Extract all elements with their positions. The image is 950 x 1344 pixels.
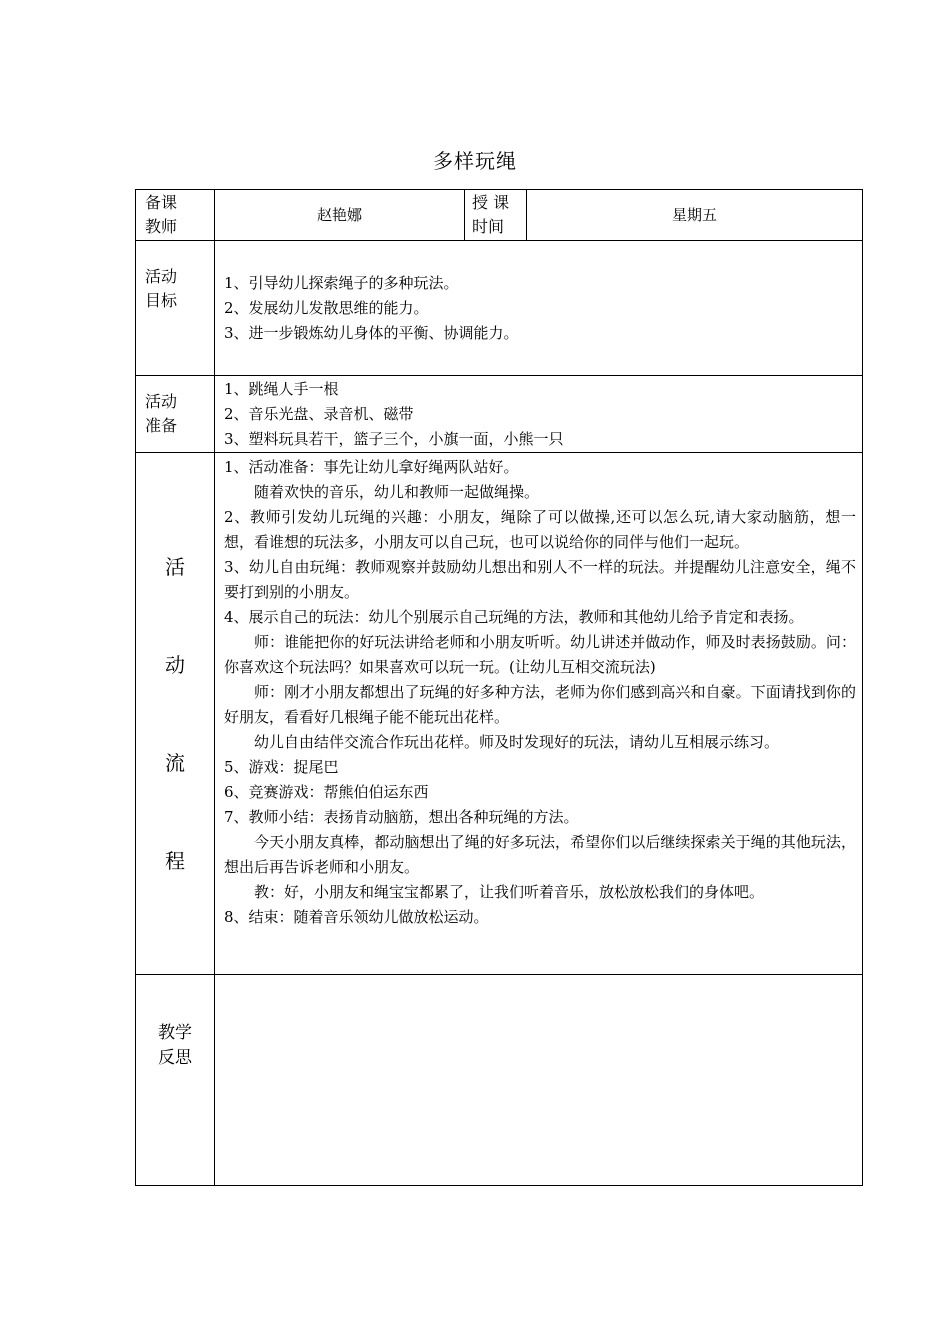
goals-label-cell xyxy=(136,241,215,376)
reflection-row xyxy=(136,975,863,1186)
time-value: 星期五 xyxy=(671,205,717,224)
flow-content-cell xyxy=(215,453,863,975)
flow-paragraph: 2、教师引发幼儿玩绳的兴趣：小朋友，绳除了可以做操,还可以怎么玩,请大家动脑筋，想一想，看谁想的玩法多，小朋友可以自己玩，也可以说给你的同伴与他们一起玩。 xyxy=(224,508,856,551)
goal-item: 2、发展幼儿发散思维的能力。 xyxy=(224,299,429,317)
flow-paragraph: 师：谁能把你的好玩法讲给老师和小朋友听听。幼儿讲述并做动作，师及时表扬鼓励。问：你喜欢这个玩法吗？如果喜欢可以玩一玩。(让幼儿互相交流玩法) xyxy=(224,633,856,676)
flow-paragraph: 3、幼儿自由玩绳：教师观察并鼓励幼儿想出和别人不一样的玩法。并提醒幼儿注意安全，绳不要打到别的小朋友。 xyxy=(224,558,856,601)
prep-label-line-1: 活动 xyxy=(145,392,178,411)
prep-item: 3、塑料玩具若干，篮子三个，小旗一面，小熊一只 xyxy=(224,430,564,448)
goals-label-line-2: 目标 xyxy=(145,291,178,310)
header-row xyxy=(136,190,863,241)
flow-paragraph: 教：好，小朋友和绳宝宝都累了，让我们听着音乐，放松放松我们的身体吧。 xyxy=(254,883,765,901)
goals-label-line-1: 活动 xyxy=(145,267,178,286)
time-label-line-2: 时间 xyxy=(472,217,505,236)
goals-row xyxy=(136,241,863,376)
goals-content-cell xyxy=(215,241,863,376)
flow-label-char: 程 xyxy=(165,848,185,873)
goal-item: 1、引导幼儿探索绳子的多种玩法。 xyxy=(224,274,459,292)
teacher-name: 赵艳娜 xyxy=(316,205,362,224)
flow-label-char: 动 xyxy=(165,652,185,677)
time-label-cell xyxy=(465,190,527,241)
flow-paragraph: 师：刚才小朋友都想出了玩绳的好多种方法，老师为你们感到高兴和自豪。下面请找到你的好朋友，看看好几根绳子能不能玩出花样。 xyxy=(224,683,856,726)
document-title: 多样玩绳 xyxy=(433,149,517,173)
lesson-plan-table xyxy=(135,189,863,1186)
prep-row xyxy=(136,376,863,453)
flow-label-char: 流 xyxy=(165,750,185,775)
flow-paragraph: 4、展示自己的玩法：幼儿个别展示自己玩绳的方法，教师和其他幼儿给予肯定和表扬。 xyxy=(224,608,804,626)
goal-item: 3、进一步锻炼幼儿身体的平衡、协调能力。 xyxy=(224,324,519,342)
flow-label-cell xyxy=(136,453,215,975)
flow-paragraph: 幼儿自由结伴交流合作玩出花样。师及时发现好的玩法，请幼儿互相展示练习。 xyxy=(254,733,780,751)
time-label-line-1: 授 课 xyxy=(472,193,510,212)
time-value-cell xyxy=(527,190,863,241)
flow-paragraph: 7、教师小结：表扬肯动脑筋，想出各种玩绳的方法。 xyxy=(224,808,579,826)
flow-paragraph: 随着欢快的音乐，幼儿和教师一起做绳操。 xyxy=(254,483,540,501)
flow-paragraph: 8、结束：随着音乐领幼儿做放松运动。 xyxy=(224,908,489,926)
prep-content-cell xyxy=(215,376,863,453)
prep-item: 2、音乐光盘、录音机、磁带 xyxy=(224,405,414,423)
flow-paragraph: 1、活动准备：事先让幼儿拿好绳两队站好。 xyxy=(224,458,519,476)
prep-item: 1、跳绳人手一根 xyxy=(224,380,339,398)
reflection-content-cell[interactable] xyxy=(215,975,863,1186)
flow-label-char: 活 xyxy=(165,554,185,579)
flow-paragraph: 6、竞赛游戏：帮熊伯伯运东西 xyxy=(224,783,429,801)
flow-paragraph: 今天小朋友真棒，都动脑想出了绳的好多玩法，希望你们以后继续探索关于绳的其他玩法，想出后再告诉老师和小朋友。 xyxy=(224,833,856,876)
teacher-label-line-2: 教师 xyxy=(145,217,178,236)
reflection-label-cell xyxy=(136,975,215,1186)
teacher-name-cell xyxy=(215,190,465,241)
prep-label-line-2: 准备 xyxy=(145,416,178,435)
teacher-label-line-1: 备课 xyxy=(145,193,178,212)
flow-row xyxy=(136,453,863,975)
reflection-label-line-2: 反思 xyxy=(158,1048,192,1068)
reflection-label-line-1: 教学 xyxy=(158,1023,192,1043)
prep-label-cell xyxy=(136,376,215,453)
teacher-label-cell xyxy=(136,190,215,241)
flow-paragraph: 5、游戏：捉尾巴 xyxy=(224,758,339,776)
